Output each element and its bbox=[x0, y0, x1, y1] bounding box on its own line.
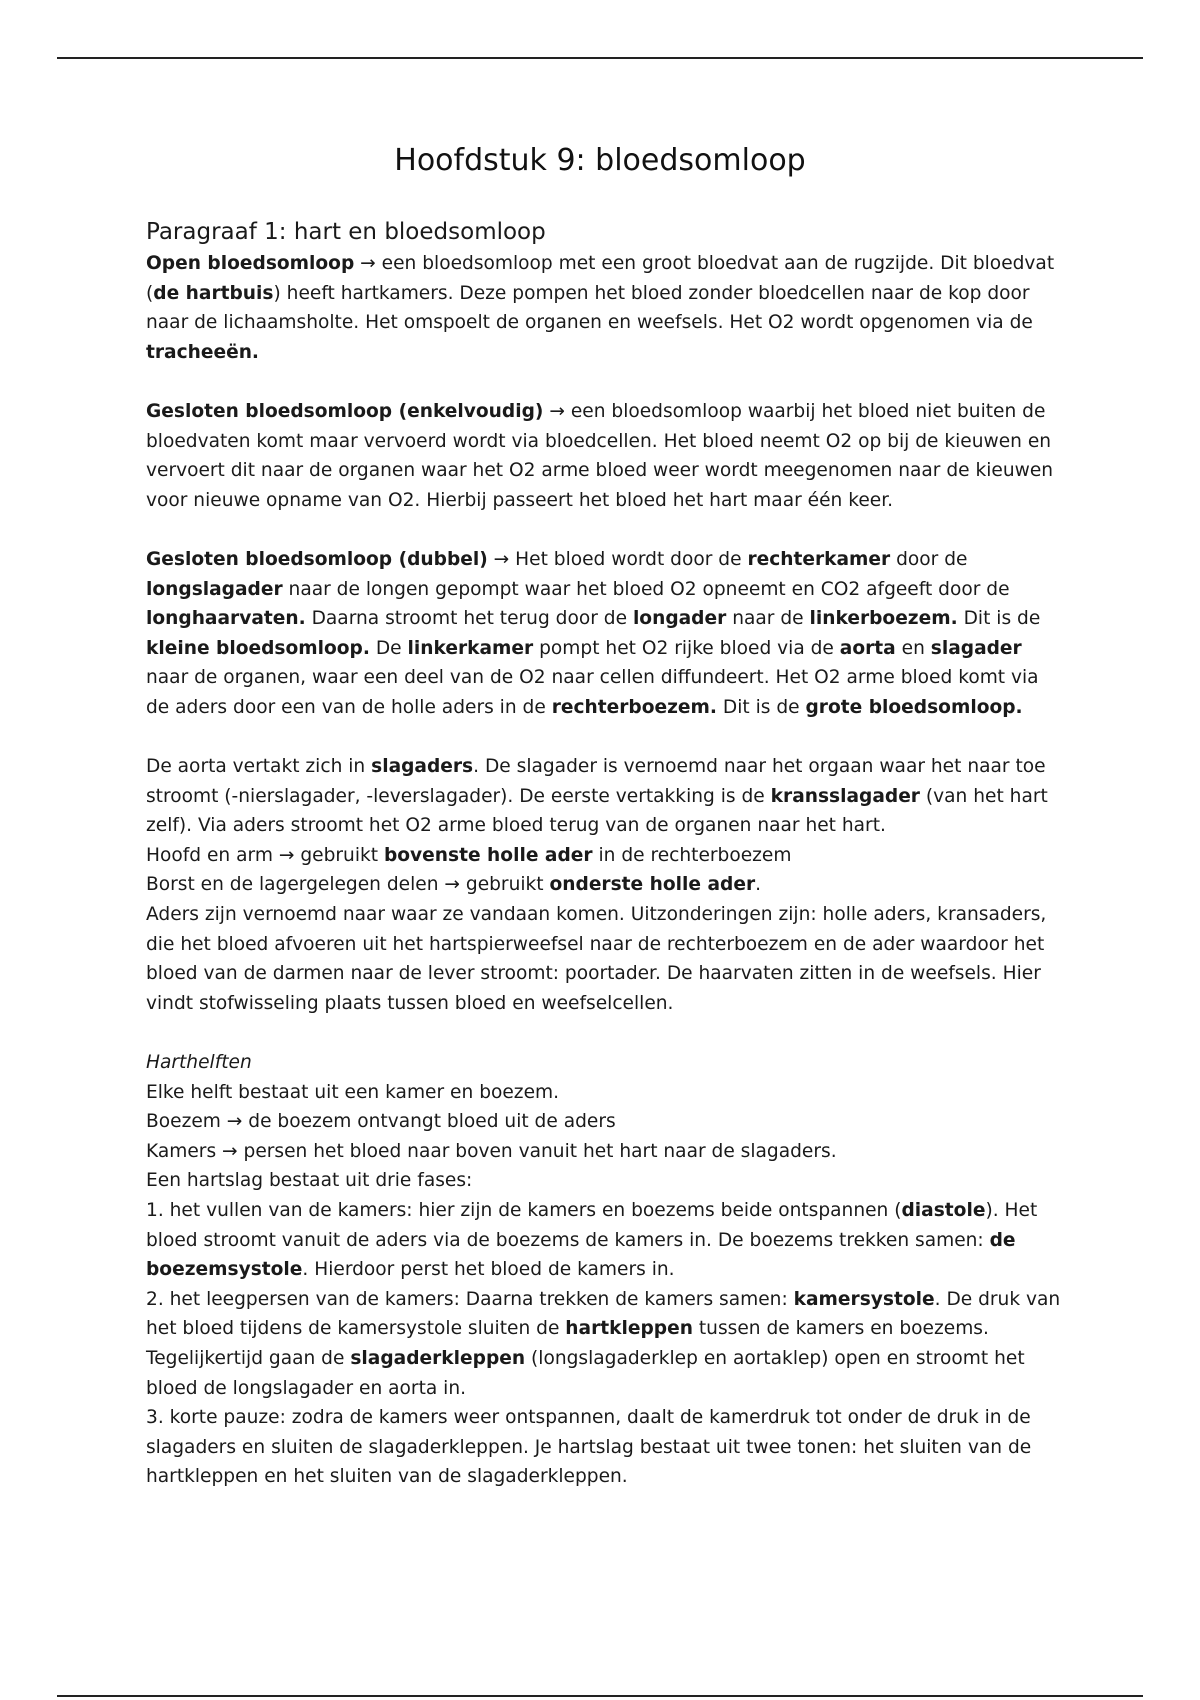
text-run: tussen de kamers en boezems. Tegelijkertijd gaan de bbox=[146, 1318, 989, 1369]
text-run: ). Het bloed stroomt vanuit de aders via de boezems de kamers in. De boezems trekken samen: bbox=[146, 1200, 1038, 1251]
text-run: Daarna stroomt het terug door de bbox=[305, 608, 633, 630]
paragraph bbox=[146, 1196, 1066, 1285]
text-run: . De slagader is vernoemd naar het orgaan waar het naar toe stroomt (-nierslagader, -leverslagader). De eerste vertakking is de bbox=[146, 756, 1046, 807]
text-run: Aders zijn vernoemd naar waar ze vandaan komen. Uitzonderingen zijn: holle aders, kransaders, die het bloed afvoeren uit het hartspierweefsel naar de rechterboezem en de ader waardoor het bloed van de darmen naar de lever stroomt: poortader. De haarvaten zitten in de weefsels. Hier vindt stofwisseling plaats tussen bloed en weefselcellen. bbox=[146, 904, 1047, 1014]
text-run: 3. korte pauze: zodra de kamers weer ontspannen, daalt de kamerdruk tot onder de druk in de slagaders en sluiten de slagaderkleppen. Je hartslag bestaat uit twee tonen: het sluiten van de hartkleppen en het sluiten van de slagaderkleppen. bbox=[146, 1407, 1032, 1488]
text-run: . bbox=[755, 874, 762, 896]
text-run: door de bbox=[890, 548, 968, 570]
text-run: Een hartslag bestaat uit drie fases: bbox=[146, 1170, 473, 1192]
text-run: Elke helft bestaat uit een kamer en boezem. bbox=[146, 1081, 560, 1103]
paragraph bbox=[146, 397, 1066, 515]
text-run: → Het bloed wordt door de bbox=[487, 548, 748, 570]
paragraph bbox=[146, 841, 1066, 871]
bold-term: rechterkamer bbox=[747, 548, 891, 570]
bold-term: slagader bbox=[930, 637, 1022, 659]
document-body bbox=[146, 216, 1066, 1492]
paragraph bbox=[146, 1048, 1066, 1078]
bold-term: slagaderkleppen bbox=[350, 1347, 526, 1369]
paragraph bbox=[146, 1137, 1066, 1167]
bold-term: longslagader bbox=[146, 578, 283, 600]
text-run: in de rechterboezem bbox=[592, 844, 792, 866]
text-run: naar de organen, waar een deel van de O2 naar cellen diffundeert. Het O2 arme bloed komt via de aders door een van de holle aders in de bbox=[146, 667, 1039, 718]
bold-term: tracheeën. bbox=[146, 341, 259, 363]
text-run: Borst en de lagergelegen delen → gebruikt bbox=[146, 874, 550, 896]
bold-term: longader bbox=[632, 608, 727, 630]
bold-term: longhaarvaten. bbox=[146, 608, 306, 630]
text-run: Dit is de bbox=[957, 608, 1041, 630]
bold-term: Open bloedsomloop bbox=[146, 253, 355, 274]
text-run: De bbox=[369, 637, 408, 659]
text-run: Dit is de bbox=[716, 696, 806, 718]
bold-term: slagaders bbox=[371, 756, 474, 778]
header-rule bbox=[57, 57, 1143, 59]
paragraph-gap bbox=[146, 515, 1066, 545]
text-run: en bbox=[895, 637, 931, 659]
bold-term: aorta bbox=[839, 637, 896, 659]
paragraph-gap bbox=[146, 367, 1066, 397]
text-run: ) heeft hartkamers. Deze pompen het bloed zonder bloedcellen naar de kop door naar de lichaamsholte. Het omspoelt de organen en weefsels. Het O2 wordt opgenomen via de bbox=[146, 282, 1033, 334]
paragraph-list bbox=[146, 249, 1066, 1492]
paragraph bbox=[146, 1107, 1066, 1137]
page-title: Hoofdstuk 9: bloedsomloop bbox=[394, 143, 806, 178]
paragraph bbox=[146, 1285, 1066, 1403]
bold-term: hartkleppen bbox=[565, 1318, 693, 1340]
text-run: . De druk van het bloed tijdens de kamersystole sluiten de bbox=[146, 1288, 1061, 1340]
text-run: Boezem → de boezem ontvangt bloed uit de aders bbox=[146, 1111, 616, 1133]
paragraph bbox=[146, 1078, 1066, 1108]
text-run: Hoofd en arm → gebruikt bbox=[146, 844, 384, 866]
text-run: pompt het O2 rijke bloed via de bbox=[533, 637, 840, 659]
bold-term: linkerkamer bbox=[407, 637, 534, 659]
text-run: → een bloedsomloop met een groot bloedvat aan de rugzijde. Dit bloedvat ( bbox=[146, 253, 1055, 304]
paragraph bbox=[146, 545, 1066, 723]
text-run: → een bloedsomloop waarbij het bloed niet buiten de bloedvaten komt maar vervoerd wordt via bloedcellen. Het bloed neemt O2 op bij de kieuwen en vervoert dit naar de organen waar het O2 arme bloed weer wordt meegenomen naar de kieuwen voor nieuwe opname van O2. Hierbij passeert het bloed het hart maar één keer. bbox=[146, 400, 1054, 511]
text-run: De aorta vertakt zich in bbox=[146, 756, 372, 778]
paragraph bbox=[146, 870, 1066, 900]
bold-term: kransslagader bbox=[770, 785, 920, 807]
bold-term: rechterboezem. bbox=[551, 696, 717, 718]
paragraph bbox=[146, 1166, 1066, 1196]
italic-heading: Harthelften bbox=[146, 1052, 252, 1074]
bold-term: onderste holle ader bbox=[549, 874, 756, 896]
bold-term: kleine bloedsomloop. bbox=[146, 637, 370, 659]
paragraph bbox=[146, 752, 1066, 841]
text-run: 2. het leegpersen van de kamers: Daarna trekken de kamers samen: bbox=[146, 1288, 794, 1310]
text-run: Kamers → persen het bloed naar boven vanuit het hart naar de slagaders. bbox=[146, 1140, 837, 1162]
paragraph bbox=[146, 1403, 1066, 1492]
bold-term: Gesloten bloedsomloop (enkelvoudig) bbox=[146, 400, 544, 422]
text-run: (van het hart zelf). Via aders stroomt het O2 arme bloed terug van de organen naar het hart. bbox=[146, 785, 1048, 837]
text-run: . Hierdoor perst het bloed de kamers in. bbox=[302, 1259, 675, 1281]
paragraph bbox=[146, 900, 1066, 1018]
text-run: (longslagaderklep en aortaklep) open en stroomt het bloed de longslagader en aorta in. bbox=[146, 1347, 1025, 1399]
paragraph-gap bbox=[146, 723, 1066, 753]
footer-rule bbox=[57, 1695, 1143, 1697]
paragraph bbox=[146, 249, 1066, 367]
bold-term: linkerboezem. bbox=[809, 608, 958, 630]
bold-term: de hartbuis bbox=[153, 282, 274, 304]
section-heading: Paragraaf 1: hart en bloedsomloop bbox=[146, 219, 546, 245]
bold-term: Gesloten bloedsomloop (dubbel) bbox=[146, 548, 488, 570]
bold-term: grote bloedsomloop. bbox=[805, 696, 1023, 718]
text-run: naar de longen gepompt waar het bloed O2 opneemt en CO2 afgeeft door de bbox=[282, 578, 1010, 600]
bold-term: bovenste holle ader bbox=[383, 844, 593, 866]
text-run: 1. het vullen van de kamers: hier zijn de kamers en boezems beide ontspannen ( bbox=[146, 1200, 902, 1221]
bold-term: diastole bbox=[901, 1200, 986, 1221]
paragraph-gap bbox=[146, 1018, 1066, 1048]
text-run: naar de bbox=[726, 608, 810, 630]
bold-term: de boezemsystole bbox=[146, 1229, 1016, 1281]
bold-term: kamersystole bbox=[793, 1288, 935, 1310]
